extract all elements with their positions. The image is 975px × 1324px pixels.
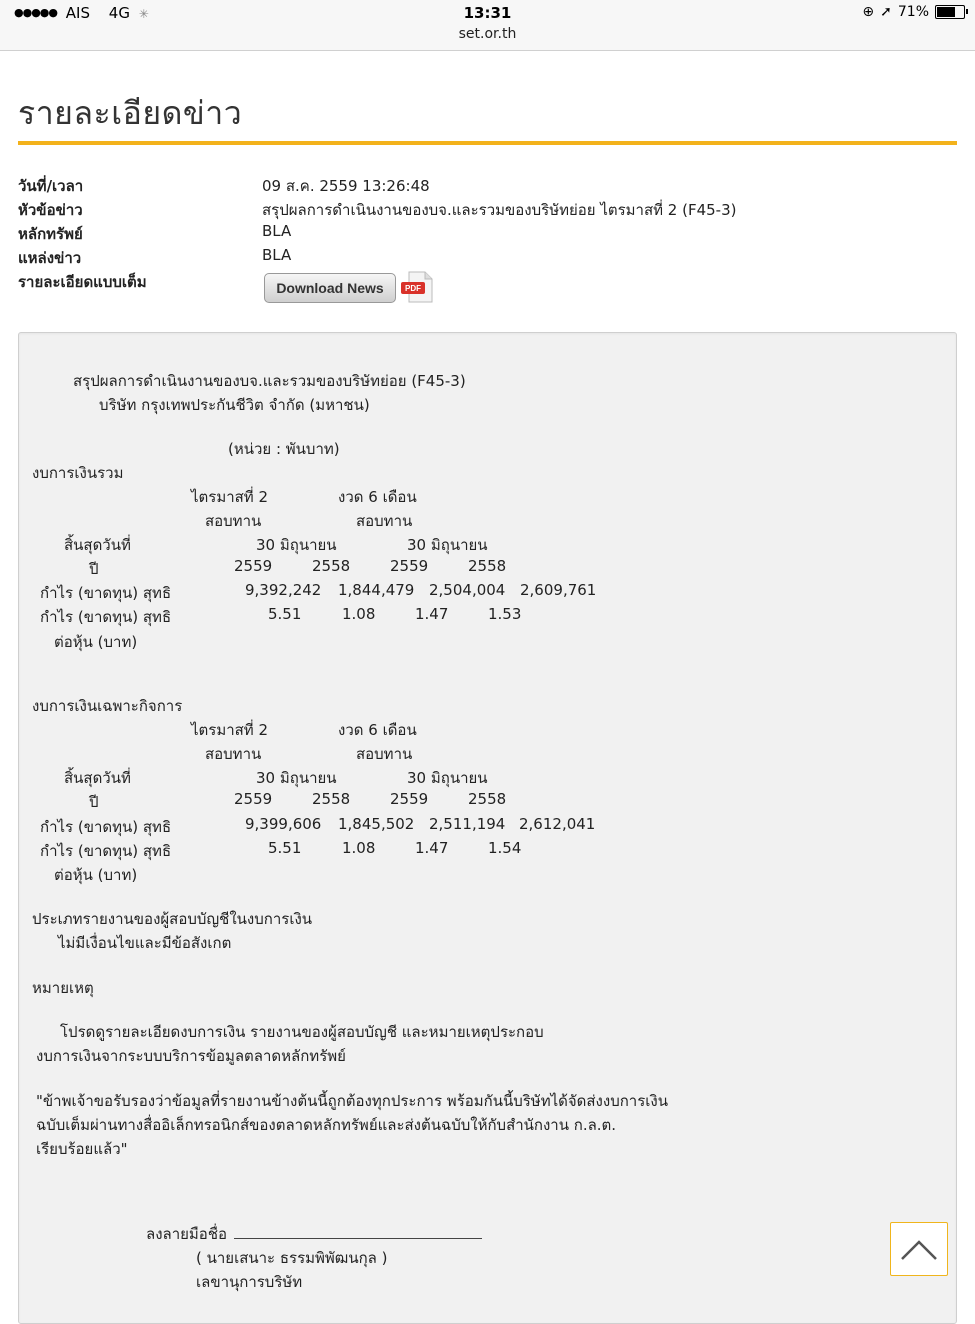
eps-cell: 1.53	[488, 605, 522, 623]
auditor-heading: ประเภทรายงานของผู้สอบบัญชีในงบการเงิน	[32, 910, 313, 928]
ending-date: 30 มิถุนายน	[256, 536, 337, 554]
company-name: บริษัท กรุงเทพประกันชีวิต จำกัด (มหาชน)	[99, 396, 370, 414]
net-profit-cell: 2,612,041	[519, 815, 596, 833]
section-consolidated: งบการเงินรวม	[32, 464, 124, 482]
net-profit-cell: 1,845,502	[338, 815, 415, 833]
eps-cell: 1.08	[342, 605, 376, 623]
certification-line: ฉบับเต็มผ่านทางสื่ออิเล็กทรอนิกส์ของตลาดหลักทรัพย์และส่งต้นฉบับให้กับสำนักงาน ก.ล.ต.	[36, 1116, 617, 1134]
eps-label: กำไร (ขาดทุน) สุทธิ	[40, 608, 172, 626]
reviewed-label: สอบทาน	[356, 512, 413, 530]
auditor-value: ไม่มีเงื่อนไขและมีข้อสังเกต	[58, 934, 232, 952]
period-six-months: งวด 6 เดือน	[338, 488, 417, 506]
remark-line: โปรดดูรายละเอียดงบการเงิน รายงานของผู้สอบบัญชี และหมายเหตุประกอบ	[60, 1023, 544, 1041]
net-profit-cell: 2,504,004	[429, 581, 506, 599]
year-cell: 2559	[234, 790, 273, 808]
net-profit-cell: 2,609,761	[520, 581, 597, 599]
ending-label: สิ้นสุดวันที่	[64, 769, 131, 787]
year-cell: 2558	[468, 557, 507, 575]
ending-label: สิ้นสุดวันที่	[64, 536, 131, 554]
period-quarter: ไตรมาสที่ 2	[191, 721, 269, 739]
unit-label: (หน่วย : พันบาท)	[228, 440, 340, 458]
eps-cell: 5.51	[268, 605, 302, 623]
pdf-label: PDF	[405, 284, 421, 293]
year-cell: 2559	[234, 557, 273, 575]
year-label: ปี	[89, 560, 99, 578]
eps-label: กำไร (ขาดทุน) สุทธิ	[40, 842, 172, 860]
year-cell: 2559	[390, 557, 429, 575]
eps-label-unit: ต่อหุ้น (บาท)	[54, 633, 138, 651]
sign-label: ลงลายมือชื่อ	[146, 1225, 228, 1243]
year-cell: 2559	[390, 790, 429, 808]
period-six-months: งวด 6 เดือน	[338, 721, 417, 739]
certification-line: "ข้าพเจ้าขอรับรองว่าข้อมูลที่รายงานข้างต้นนี้ถูกต้องทุกประการ พร้อมกันนี้บริษัทได้จัดส่งงบการเงิน	[36, 1092, 668, 1110]
eps-cell: 1.47	[415, 839, 449, 857]
signal-icon: ●●●●●	[14, 6, 57, 19]
network-type: 4G	[108, 4, 130, 22]
reviewed-label: สอบทาน	[356, 745, 413, 763]
signer-name: ( นายเสนาะ ธรรมพิพัฒนกุล )	[196, 1249, 388, 1267]
reviewed-label: สอบทาน	[205, 745, 262, 763]
year-label: ปี	[89, 793, 99, 811]
signature-line	[234, 1238, 482, 1239]
battery-icon	[935, 5, 965, 19]
pdf-icon[interactable]	[401, 270, 435, 304]
battery-percent: 71%	[897, 4, 929, 20]
info-label: หลักทรัพย์	[18, 225, 83, 243]
eps-cell: 1.54	[488, 839, 522, 857]
remark-line: งบการเงินจากระบบบริการข้อมูลตลาดหลักทรัพย์	[36, 1047, 346, 1065]
page-title: รายละเอียดข่าว	[18, 94, 243, 132]
eps-label-unit: ต่อหุ้น (บาท)	[54, 866, 138, 884]
net-profit-cell: 1,844,479	[338, 581, 415, 599]
net-profit-label: กำไร (ขาดทุน) สุทธิ	[40, 584, 172, 602]
info-label: แหล่งข่าว	[18, 249, 82, 267]
reviewed-label: สอบทาน	[205, 512, 262, 530]
net-profit-cell: 9,399,606	[245, 815, 322, 833]
info-label: หัวข้อข่าว	[18, 201, 83, 219]
year-cell: 2558	[312, 557, 351, 575]
info-value: BLA	[262, 222, 292, 240]
info-value: BLA	[262, 246, 292, 264]
scroll-to-top-button[interactable]	[890, 1222, 948, 1276]
info-value: 09 ส.ค. 2559 13:26:48	[262, 177, 430, 195]
chevron-up-icon	[891, 1223, 947, 1275]
year-cell: 2558	[312, 790, 351, 808]
section-separate: งบการเงินเฉพาะกิจการ	[32, 697, 183, 715]
ending-date: 30 มิถุนายน	[407, 536, 488, 554]
download-news-button[interactable]: Download News	[264, 273, 396, 303]
clock: 13:31	[463, 4, 512, 22]
year-cell: 2558	[468, 790, 507, 808]
info-value: สรุปผลการดำเนินงานของบจ.และรวมของบริษัทย่อย ไตรมาสที่ 2 (F45-3)	[262, 201, 737, 219]
news-heading: สรุปผลการดำเนินงานของบจ.และรวมของบริษัทย่อย (F45-3)	[73, 372, 466, 390]
status-right	[862, 4, 965, 20]
eps-cell: 1.47	[415, 605, 449, 623]
title-divider	[18, 141, 957, 145]
ending-date: 30 มิถุนายน	[407, 769, 488, 787]
rotation-lock-icon: ⊕	[862, 4, 875, 20]
carrier-name: AIS	[65, 4, 90, 22]
info-label: รายละเอียดแบบเต็ม	[18, 273, 147, 291]
eps-cell: 1.08	[342, 839, 376, 857]
ending-date: 30 มิถุนายน	[256, 769, 337, 787]
status-bar	[0, 0, 975, 51]
eps-cell: 5.51	[268, 839, 302, 857]
address-bar[interactable]: set.or.th	[458, 26, 517, 42]
certification-line: เรียบร้อยแล้ว"	[36, 1140, 128, 1158]
info-label: วันที่/เวลา	[18, 177, 84, 195]
signer-title: เลขานุการบริษัท	[196, 1273, 303, 1291]
net-profit-cell: 2,511,194	[429, 815, 506, 833]
net-profit-cell: 9,392,242	[245, 581, 322, 599]
remark-heading: หมายเหตุ	[32, 979, 94, 997]
location-icon: ➚	[880, 4, 892, 20]
net-profit-label: กำไร (ขาดทุน) สุทธิ	[40, 818, 172, 836]
loading-icon: ✳	[138, 7, 149, 21]
period-quarter: ไตรมาสที่ 2	[191, 488, 269, 506]
